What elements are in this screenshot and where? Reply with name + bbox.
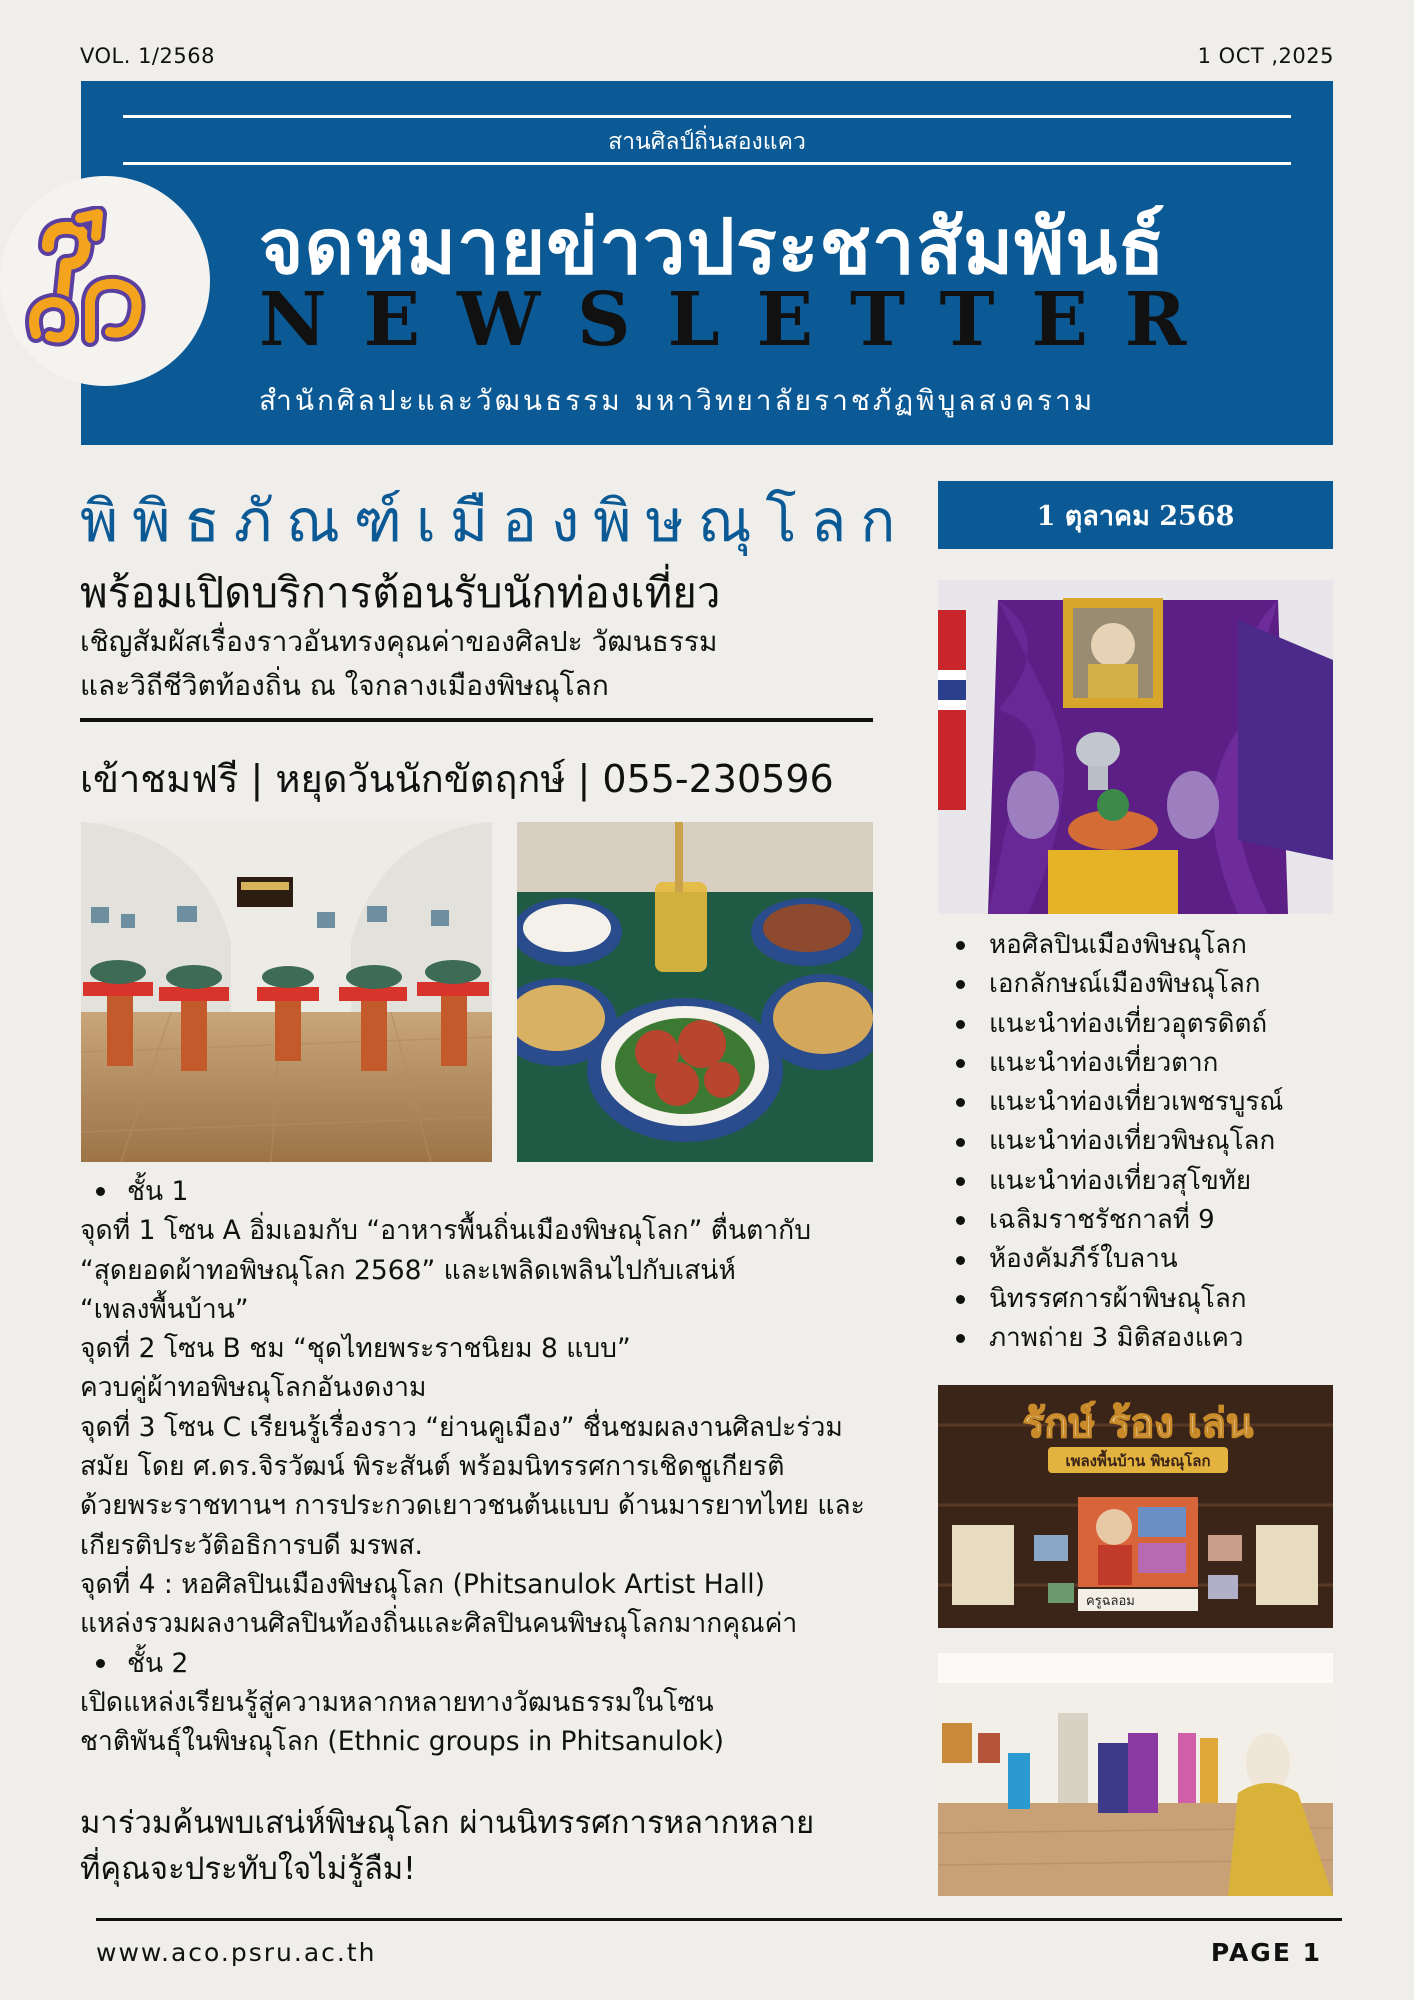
topic-item: หอศิลปินเมืองพิษณุโลก [956, 926, 1336, 965]
article-subtitle: พร้อมเปิดบริการต้อนรับนักท่องเที่ยว [80, 568, 721, 617]
topic-item: แนะนำท่องเที่ยวตาก [956, 1044, 1336, 1083]
body-line: “เพลงพื้นบ้าน” [80, 1293, 249, 1325]
page-number: PAGE 1 [1210, 1938, 1322, 1967]
logo-mark-icon [18, 206, 168, 356]
department-label: สานศิลป์ถิ่นสองแคว [608, 129, 806, 155]
floor-1-heading: ชั้น 1 [80, 1172, 880, 1211]
closing-line-2: ที่คุณจะประทับใจไม่รู้ลืม! [80, 1851, 416, 1887]
article-title: พิพิธภัณฑ์เมืองพิษณุโลก [80, 487, 910, 555]
topic-item: แนะนำท่องเที่ยวพิษณุโลก [956, 1122, 1336, 1161]
photo-local-food [517, 822, 873, 1162]
body-line: แหล่งรวมผลงานศิลปินท้องถิ่นและศิลปินคนพิษณุโลกมากคุณค่า [80, 1608, 798, 1640]
body-line: “สุดยอดผ้าทอพิษณุโลก 2568” และเพลิดเพลินไปกับเสน่ห์ [80, 1254, 736, 1286]
bullet-icon [956, 1295, 965, 1304]
bullet-icon [96, 1659, 105, 1668]
closing-line-1: มาร่วมค้นพบเสน่ห์พิษณุโลก ผ่านนิทรรศการหลากหลาย [80, 1805, 815, 1841]
topic-item: เฉลิมราชรัชกาลที่ 9 [956, 1201, 1336, 1240]
topic-item: แนะนำท่องเที่ยวเพชรบูรณ์ [956, 1083, 1336, 1122]
bullet-icon [956, 1216, 965, 1225]
topic-item: เอกลักษณ์เมืองพิษณุโลก [956, 965, 1336, 1004]
music-photo-caption: ครูฉลอม [1086, 1594, 1135, 1609]
bullet-icon [956, 1334, 965, 1343]
body-line: จุดที่ 4 : หอศิลปินเมืองพิษณุโลก (Phitsanulok Artist Hall) [80, 1568, 765, 1600]
topic-item: แนะนำท่องเที่ยวสุโขทัย [956, 1162, 1336, 1201]
bullet-icon [956, 941, 965, 950]
header-banner [81, 81, 1333, 445]
bullet-icon [956, 980, 965, 989]
music-sign-title: รักษ์ ร้อง เล่น [1022, 1400, 1254, 1447]
bullet-icon [956, 1020, 965, 1029]
body-line: ชาติพันธุ์ในพิษณุโลก (Ethnic groups in Phitsanulok) [80, 1726, 724, 1758]
issue-date: 1 OCT ,2025 [1197, 44, 1334, 68]
article-intro-line-1: เชิญสัมผัสเรื่องราวอันทรงคุณค่าของศิลปะ วัฒนธรรม [80, 625, 718, 658]
footer-website: www.aco.psru.ac.th [96, 1938, 377, 1967]
article-intro-line-2: และวิถีชีวิตท้องถิ่น ณ ใจกลางเมืองพิษณุโลก [80, 669, 609, 702]
bullet-icon [956, 1177, 965, 1186]
banner-rule-top [123, 115, 1291, 118]
visit-info: เข้าชมฟรี | หยุดวันนักขัตฤกษ์ | 055-230596 [80, 757, 834, 801]
photo-folk-music-exhibit [938, 1385, 1333, 1628]
body-line: ควบคู่ผ้าทอพิษณุโลกอันงดงาม [80, 1372, 427, 1404]
topics-list [956, 926, 1336, 1358]
photo-museum-gallery [81, 822, 492, 1162]
topic-item: นิทรรศการผ้าพิษณุโลก [956, 1280, 1336, 1319]
newsletter-title-english: NEWSLETTER [259, 277, 1224, 363]
music-sign-subtitle: เพลงพื้นบ้าน พิษณุโลก [1065, 1452, 1211, 1470]
photo-ethnic-exhibit [938, 1653, 1333, 1896]
body-line: สมัย โดย ศ.ดร.จิรวัฒน์ พิระสันต์ พร้อมนิทรรศการเชิดชูเกียรติ [80, 1451, 785, 1483]
logo [0, 176, 210, 386]
body-line: จุดที่ 3 โซน C เรียนรู้เรื่องราว “ย่านคูเมือง” ชื่นชมผลงานศิลปะร่วม [80, 1411, 843, 1443]
bullet-icon [956, 1059, 965, 1068]
photo-royal-shrine [938, 580, 1333, 914]
topic-item: แนะนำท่องเที่ยวอุตรดิตถ์ [956, 1005, 1336, 1044]
body-line: จุดที่ 2 โซน B ชม “ชุดไทยพระราชนิยม 8 แบบ” [80, 1333, 631, 1365]
topic-item: ภาพถ่าย 3 มิติสองแคว [956, 1319, 1336, 1358]
organization-subtitle: สำนักศิลปะและวัฒนธรรม มหาวิทยาลัยราชภัฏพิบูลสงคราม [259, 384, 1096, 417]
newsletter-title-thai: จดหมายข่าวประชาสัมพันธ์ [259, 202, 1166, 291]
floor-2-heading: ชั้น 2 [80, 1644, 880, 1683]
closing-message [80, 1800, 814, 1892]
bullet-icon [96, 1187, 105, 1196]
body-line: เปิดแหล่งเรียนรู้สู่ความหลากหลายทางวัฒนธรรมในโซน [80, 1686, 714, 1718]
section-divider [80, 718, 873, 722]
body-line: เกียรติประวัติอธิการบดี มรพส. [80, 1529, 423, 1561]
body-line: ด้วยพระราชทานฯ การประกวดเยาวชนต้นแบบ ด้านมารยาทไทย และ [80, 1490, 865, 1522]
footer-divider [96, 1918, 1342, 1921]
banner-rule-bottom [123, 162, 1291, 165]
bullet-icon [956, 1098, 965, 1107]
article-body [80, 1172, 880, 1761]
bullet-icon [956, 1138, 965, 1147]
bullet-icon [956, 1256, 965, 1265]
topic-item: ห้องคัมภีร์ใบลาน [956, 1240, 1336, 1279]
volume-label: VOL. 1/2568 [80, 44, 215, 68]
body-line: จุดที่ 1 โซน A อิ่มเอมกับ “อาหารพื้นถิ่นเมืองพิษณุโลก” ตื่นตากับ [80, 1215, 812, 1247]
thai-date-box: 1 ตุลาคม 2568 [938, 481, 1333, 549]
